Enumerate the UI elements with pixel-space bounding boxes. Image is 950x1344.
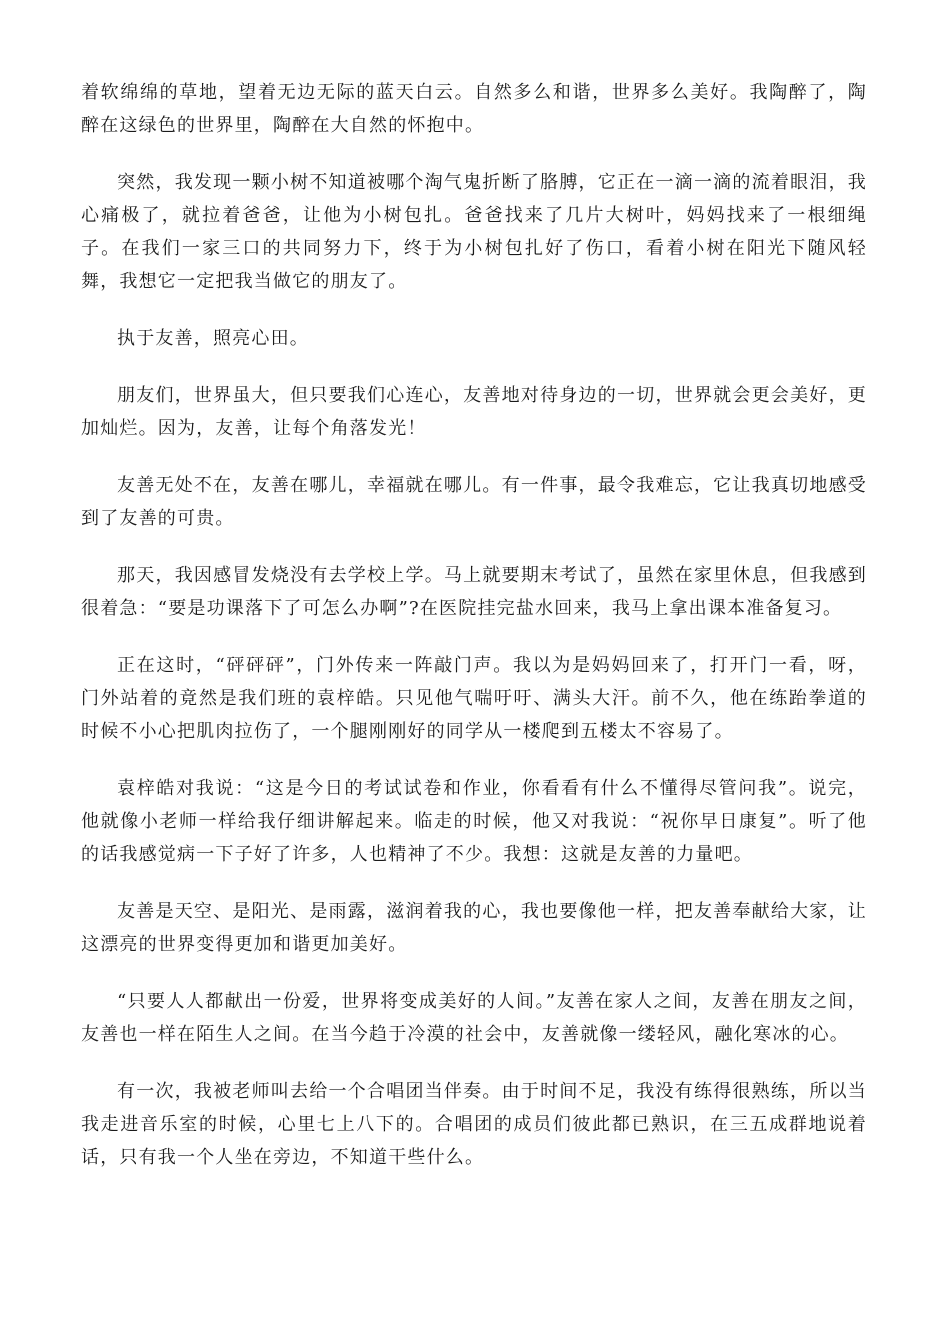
paragraph-6: 那天，我因感冒发烧没有去学校上学。马上就要期末考试了，虽然在家里休息，但我感到很着急：“要是功课落下了可怎么办啊”?在医院挂完盐水回来，我马上拿出课本准备复习。 (81, 565, 867, 619)
paragraph-4: 朋友们，世界虽大，但只要我们心连心，友善地对待身边的一切，世界就会更会美好，更加灿烂。因为，友善，让每个角落发光！ (81, 385, 867, 439)
paragraph-2: 突然，我发现一颗小树不知道被哪个淘气鬼折断了胳膊，它正在一滴一滴的流着眼泪，我心痛极了，就拉着爸爸，让他为小树包扎。爸爸找来了几片大树叶，妈妈找来了一根细绳子。在我们一家三口的共同努力下，终于为小树包扎好了伤口，看着小树在阳光下随风轻舞，我想它一定把我当做它的朋友了。 (81, 172, 867, 292)
document-body (81, 76, 867, 1198)
paragraph-7: 正在这时，“砰砰砰”，门外传来一阵敲门声。我以为是妈妈回来了，打开门一看，呀，门外站着的竟然是我们班的袁梓皓。只见他气喘吁吁、满头大汗。前不久，他在练跆拳道的时候不小心把肌肉拉伤了，一个腿刚刚好的同学从一楼爬到五楼太不容易了。 (81, 655, 867, 742)
paragraph-3: 执于友善，照亮心田。 (117, 328, 309, 349)
paragraph-8: 袁梓皓对我说：“这是今日的考试试卷和作业，你看看有什么不懂得尽管问我”。说完，他就像小老师一样给我仔细讲解起来。临走的时候，他又对我说：“祝你早日康复”。听了他的话我感觉病一下子好了许多，人也精神了不少。我想：这就是友善的力量吧。 (81, 778, 867, 865)
paragraph-10: “只要人人都献出一份爱，世界将变成美好的人间。”友善在家人之间，友善在朋友之间，友善也一样在陌生人之间。在当今趋于冷漠的社会中，友善就像一缕轻风，融化寒冰的心。 (81, 991, 867, 1045)
paragraph-9: 友善是天空、是阳光、是雨露，滋润着我的心，我也要像他一样，把友善奉献给大家，让这漂亮的世界变得更加和谐更加美好。 (81, 901, 867, 955)
paragraph-5: 友善无处不在，友善在哪儿，幸福就在哪儿。有一件事，最令我难忘，它让我真切地感受到了友善的可贵。 (81, 475, 867, 529)
paragraph-11: 有一次，我被老师叫去给一个合唱团当伴奏。由于时间不足，我没有练得很熟练，所以当我走进音乐室的时候，心里七上八下的。合唱团的成员们彼此都已熟识，在三五成群地说着话，只有我一个人坐在旁边，不知道干些什么。 (81, 1081, 867, 1168)
paragraph-1: 着软绵绵的草地，望着无边无际的蓝天白云。自然多么和谐，世界多么美好。我陶醉了，陶醉在这绿色的世界里，陶醉在大自然的怀抱中。 (81, 82, 867, 136)
